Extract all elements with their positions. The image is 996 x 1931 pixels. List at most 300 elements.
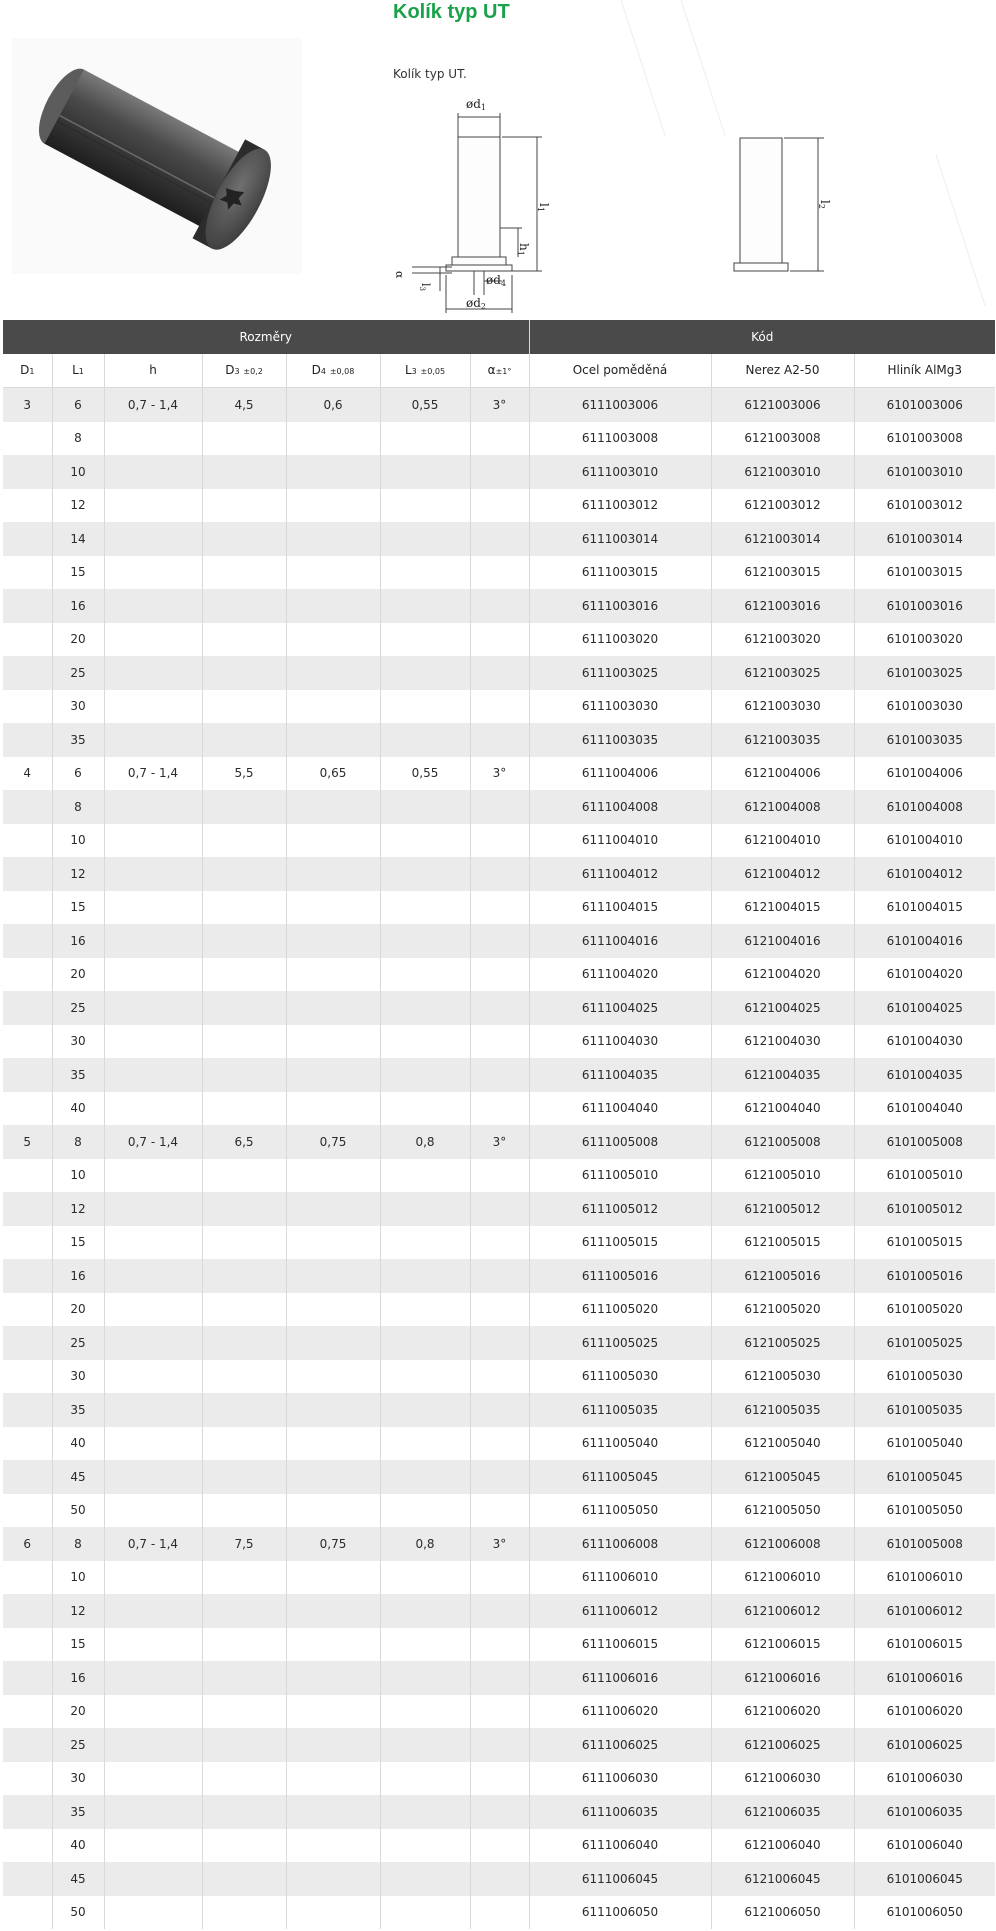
cell-stainless-code: 6121005045	[711, 1460, 854, 1494]
cell-steel-code: 6111004012	[529, 857, 711, 891]
cell-l1: 10	[52, 1561, 104, 1595]
cell-h	[104, 623, 202, 657]
cell-d4: 0,65	[286, 757, 380, 791]
cell-h: 0,7 - 1,4	[104, 757, 202, 791]
col-header-aluminium: Hliník AlMg3	[854, 354, 995, 388]
cell-l3: 0,55	[380, 388, 470, 422]
cell-aluminium-code: 6101005045	[854, 1460, 995, 1494]
cell-l3	[380, 1795, 470, 1829]
cell-h	[104, 589, 202, 623]
cell-aluminium-code: 6101003035	[854, 723, 995, 757]
cell-stainless-code: 6121006012	[711, 1594, 854, 1628]
cell-l1: 25	[52, 1728, 104, 1762]
cell-h	[104, 1829, 202, 1863]
cell-l1: 30	[52, 1762, 104, 1796]
cell-d1	[3, 1728, 52, 1762]
cell-d4	[286, 1829, 380, 1863]
table-row	[3, 991, 995, 1025]
cell-aluminium-code: 6101006015	[854, 1628, 995, 1662]
cell-d3	[202, 1159, 286, 1193]
table-row	[3, 1594, 995, 1628]
cell-l3: 0,8	[380, 1527, 470, 1561]
cell-d4	[286, 1862, 380, 1896]
label-l2: l2	[817, 200, 832, 209]
cell-aluminium-code: 6101006040	[854, 1829, 995, 1863]
cell-d1	[3, 656, 52, 690]
cell-alpha	[470, 1360, 529, 1394]
cell-h	[104, 1025, 202, 1059]
cell-aluminium-code: 6101004016	[854, 924, 995, 958]
cell-d3	[202, 1226, 286, 1260]
table-row	[3, 556, 995, 590]
cell-d4	[286, 422, 380, 456]
cell-d4	[286, 1192, 380, 1226]
technical-drawing-pin-dimensions	[392, 95, 562, 320]
cell-l1: 12	[52, 1594, 104, 1628]
cell-aluminium-code: 6101005040	[854, 1427, 995, 1461]
cell-alpha	[470, 589, 529, 623]
cell-l3	[380, 1360, 470, 1394]
cell-h	[104, 1695, 202, 1729]
table-row	[3, 1427, 995, 1461]
cell-h	[104, 1058, 202, 1092]
label-d1: ød1	[466, 97, 486, 112]
cell-d1: 4	[3, 757, 52, 791]
table-row	[3, 1829, 995, 1863]
cell-alpha	[470, 1594, 529, 1628]
table-row	[3, 690, 995, 724]
cell-d3	[202, 1427, 286, 1461]
technical-drawing-pin-length	[720, 128, 840, 278]
cell-alpha	[470, 556, 529, 590]
cell-stainless-code: 6121003020	[711, 623, 854, 657]
cell-d4	[286, 1628, 380, 1662]
cell-l3	[380, 1427, 470, 1461]
cell-l1: 8	[52, 422, 104, 456]
cell-h	[104, 1494, 202, 1528]
cell-d1	[3, 1226, 52, 1260]
cell-d4	[286, 1460, 380, 1494]
cell-h	[104, 1862, 202, 1896]
cell-d3	[202, 1058, 286, 1092]
cell-steel-code: 6111003020	[529, 623, 711, 657]
table-row	[3, 1326, 995, 1360]
cell-steel-code: 6111005030	[529, 1360, 711, 1394]
cell-d1	[3, 1427, 52, 1461]
cell-d1	[3, 1896, 52, 1930]
cell-alpha	[470, 1896, 529, 1930]
cell-alpha	[470, 1762, 529, 1796]
cell-d3	[202, 522, 286, 556]
cell-aluminium-code: 6101004030	[854, 1025, 995, 1059]
cell-alpha	[470, 1561, 529, 1595]
cell-steel-code: 6111004016	[529, 924, 711, 958]
cell-d4	[286, 522, 380, 556]
cell-d4	[286, 1594, 380, 1628]
cell-l3	[380, 1661, 470, 1695]
cell-steel-code: 6111004035	[529, 1058, 711, 1092]
cell-d1	[3, 1393, 52, 1427]
table-row	[3, 1159, 995, 1193]
cell-l3	[380, 1326, 470, 1360]
cell-h	[104, 1728, 202, 1762]
cell-d4: 0,75	[286, 1125, 380, 1159]
cell-aluminium-code: 6101003016	[854, 589, 995, 623]
cell-alpha	[470, 1092, 529, 1126]
cell-aluminium-code: 6101005008	[854, 1527, 995, 1561]
cell-alpha	[470, 1695, 529, 1729]
cell-h	[104, 723, 202, 757]
cell-d3	[202, 1561, 286, 1595]
cell-stainless-code: 6121004035	[711, 1058, 854, 1092]
cell-stainless-code: 6121006030	[711, 1762, 854, 1796]
cell-d4	[286, 690, 380, 724]
col-header-h: h	[104, 354, 202, 388]
cell-alpha	[470, 690, 529, 724]
col-header-alpha: α±1°	[470, 354, 529, 388]
cell-l1: 35	[52, 1393, 104, 1427]
cell-d4	[286, 656, 380, 690]
cell-stainless-code: 6121005040	[711, 1427, 854, 1461]
cell-d3	[202, 1628, 286, 1662]
cell-stainless-code: 6121004025	[711, 991, 854, 1025]
cell-h	[104, 1259, 202, 1293]
cell-h	[104, 1360, 202, 1394]
cell-l3	[380, 489, 470, 523]
cell-d3: 6,5	[202, 1125, 286, 1159]
cell-aluminium-code: 6101004035	[854, 1058, 995, 1092]
cell-stainless-code: 6121005016	[711, 1259, 854, 1293]
cell-d3	[202, 1594, 286, 1628]
cell-alpha	[470, 723, 529, 757]
cell-l1: 16	[52, 1259, 104, 1293]
cell-l1: 12	[52, 489, 104, 523]
cell-steel-code: 6111006040	[529, 1829, 711, 1863]
cell-l3	[380, 790, 470, 824]
cell-stainless-code: 6121005010	[711, 1159, 854, 1193]
cell-d4	[286, 1393, 380, 1427]
cell-h	[104, 1192, 202, 1226]
cell-aluminium-code: 6101004006	[854, 757, 995, 791]
cell-d3	[202, 991, 286, 1025]
cell-d4	[286, 1293, 380, 1327]
cell-alpha	[470, 1025, 529, 1059]
cell-alpha: 3°	[470, 757, 529, 791]
cell-stainless-code: 6121003015	[711, 556, 854, 590]
cell-l3	[380, 522, 470, 556]
cell-d3	[202, 1092, 286, 1126]
cell-d3	[202, 1192, 286, 1226]
table-row	[3, 1561, 995, 1595]
cell-d1	[3, 455, 52, 489]
cell-steel-code: 6111005010	[529, 1159, 711, 1193]
cell-steel-code: 6111006030	[529, 1762, 711, 1796]
cell-aluminium-code: 6101005020	[854, 1293, 995, 1327]
cell-d1	[3, 1192, 52, 1226]
cell-d1	[3, 824, 52, 858]
cell-d4	[286, 958, 380, 992]
cell-d1	[3, 790, 52, 824]
cell-steel-code: 6111005012	[529, 1192, 711, 1226]
cell-l3	[380, 1561, 470, 1595]
cell-d3	[202, 455, 286, 489]
cell-d4	[286, 1795, 380, 1829]
cell-d3	[202, 1025, 286, 1059]
background-decoration	[675, 0, 725, 136]
cell-d4	[286, 1494, 380, 1528]
cell-aluminium-code: 6101004008	[854, 790, 995, 824]
table-row	[3, 1192, 995, 1226]
cell-l1: 10	[52, 824, 104, 858]
cell-d4	[286, 623, 380, 657]
cell-l3	[380, 422, 470, 456]
cell-alpha	[470, 1427, 529, 1461]
cell-alpha	[470, 1226, 529, 1260]
cell-h	[104, 857, 202, 891]
cell-d3	[202, 1728, 286, 1762]
cell-d4	[286, 1427, 380, 1461]
cell-d4	[286, 1226, 380, 1260]
cell-h	[104, 1092, 202, 1126]
cell-stainless-code: 6121006050	[711, 1896, 854, 1930]
cell-stainless-code: 6121006016	[711, 1661, 854, 1695]
cell-aluminium-code: 6101005016	[854, 1259, 995, 1293]
cell-l1: 30	[52, 690, 104, 724]
cell-d1	[3, 1695, 52, 1729]
cell-d3	[202, 1494, 286, 1528]
cell-steel-code: 6111004008	[529, 790, 711, 824]
cell-h	[104, 522, 202, 556]
cell-stainless-code: 6121003030	[711, 690, 854, 724]
table-row	[3, 1058, 995, 1092]
cell-stainless-code: 6121005025	[711, 1326, 854, 1360]
cell-alpha	[470, 991, 529, 1025]
cell-l3	[380, 723, 470, 757]
page-title: Kolík typ UT	[393, 1, 510, 23]
cell-aluminium-code: 6101006030	[854, 1762, 995, 1796]
cell-d3	[202, 790, 286, 824]
table-row	[3, 857, 995, 891]
table-row	[3, 891, 995, 925]
cell-d3	[202, 1259, 286, 1293]
table-row	[3, 522, 995, 556]
cell-aluminium-code: 6101003025	[854, 656, 995, 690]
col-header-l3: L3 ±0,05	[380, 354, 470, 388]
cell-stainless-code: 6121005008	[711, 1125, 854, 1159]
table-row	[3, 1226, 995, 1260]
cell-h: 0,7 - 1,4	[104, 1125, 202, 1159]
cell-l1: 50	[52, 1896, 104, 1930]
cell-h	[104, 1393, 202, 1427]
cell-stainless-code: 6121003035	[711, 723, 854, 757]
cell-alpha	[470, 1192, 529, 1226]
product-image	[12, 38, 302, 274]
cell-l1: 20	[52, 1293, 104, 1327]
cell-d3	[202, 958, 286, 992]
cell-aluminium-code: 6101004020	[854, 958, 995, 992]
cell-l3	[380, 924, 470, 958]
cell-d4	[286, 556, 380, 590]
cell-l1: 25	[52, 991, 104, 1025]
cell-aluminium-code: 6101005010	[854, 1159, 995, 1193]
cell-alpha	[470, 958, 529, 992]
cell-l3	[380, 1728, 470, 1762]
cell-steel-code: 6111005015	[529, 1226, 711, 1260]
cell-stainless-code: 6121003012	[711, 489, 854, 523]
table-row	[3, 1628, 995, 1662]
cell-alpha: 3°	[470, 388, 529, 422]
table-row	[3, 1494, 995, 1528]
cell-d1: 6	[3, 1527, 52, 1561]
col-header-d3: D3 ±0,2	[202, 354, 286, 388]
col-header-d1: D1	[3, 354, 52, 388]
cell-l1: 6	[52, 757, 104, 791]
cell-h	[104, 1226, 202, 1260]
cell-d3	[202, 924, 286, 958]
cell-stainless-code: 6121005050	[711, 1494, 854, 1528]
cell-d1	[3, 522, 52, 556]
cell-aluminium-code: 6101004025	[854, 991, 995, 1025]
cell-d4: 0,6	[286, 388, 380, 422]
cell-stainless-code: 6121004040	[711, 1092, 854, 1126]
cell-alpha	[470, 1058, 529, 1092]
cell-h	[104, 1762, 202, 1796]
cell-aluminium-code: 6101003030	[854, 690, 995, 724]
cell-stainless-code: 6121005012	[711, 1192, 854, 1226]
cell-d3	[202, 690, 286, 724]
cell-stainless-code: 6121003016	[711, 589, 854, 623]
cell-steel-code: 6111003016	[529, 589, 711, 623]
cell-d3	[202, 1896, 286, 1930]
cell-l3	[380, 1494, 470, 1528]
cell-alpha: 3°	[470, 1125, 529, 1159]
cell-l1: 8	[52, 790, 104, 824]
cell-stainless-code: 6121006040	[711, 1829, 854, 1863]
cell-l1: 10	[52, 455, 104, 489]
cell-aluminium-code: 6101005012	[854, 1192, 995, 1226]
cell-l1: 40	[52, 1829, 104, 1863]
cell-d4	[286, 1326, 380, 1360]
table-body	[3, 388, 995, 1930]
table-row	[3, 1393, 995, 1427]
cell-d1	[3, 1092, 52, 1126]
cell-aluminium-code: 6101005050	[854, 1494, 995, 1528]
cell-alpha	[470, 1159, 529, 1193]
cell-stainless-code: 6121006020	[711, 1695, 854, 1729]
group-header-dimensions: Rozměry	[3, 320, 529, 354]
cell-d4	[286, 455, 380, 489]
cell-steel-code: 6111003012	[529, 489, 711, 523]
cell-steel-code: 6111004015	[529, 891, 711, 925]
col-header-l1: L1	[52, 354, 104, 388]
cell-d1	[3, 991, 52, 1025]
cell-alpha	[470, 623, 529, 657]
label-l1: l1	[536, 203, 551, 212]
cell-l1: 45	[52, 1862, 104, 1896]
cell-h	[104, 556, 202, 590]
table-row	[3, 489, 995, 523]
cell-l1: 30	[52, 1025, 104, 1059]
cell-d1	[3, 1795, 52, 1829]
cell-d3	[202, 623, 286, 657]
cell-alpha	[470, 1494, 529, 1528]
cell-d4	[286, 891, 380, 925]
cell-stainless-code: 6121003006	[711, 388, 854, 422]
cell-l3	[380, 1159, 470, 1193]
cell-d4	[286, 1762, 380, 1796]
cell-h: 0,7 - 1,4	[104, 388, 202, 422]
cell-aluminium-code: 6101006012	[854, 1594, 995, 1628]
cell-stainless-code: 6121003008	[711, 422, 854, 456]
cell-stainless-code: 6121003010	[711, 455, 854, 489]
cell-aluminium-code: 6101003015	[854, 556, 995, 590]
cell-d4	[286, 1695, 380, 1729]
cell-d3	[202, 1360, 286, 1394]
cell-l3: 0,8	[380, 1125, 470, 1159]
cell-steel-code: 6111006025	[529, 1728, 711, 1762]
cell-l3	[380, 1058, 470, 1092]
cell-l3	[380, 958, 470, 992]
cell-aluminium-code: 6101003010	[854, 455, 995, 489]
cell-stainless-code: 6121005030	[711, 1360, 854, 1394]
cell-steel-code: 6111005045	[529, 1460, 711, 1494]
cell-aluminium-code: 6101003014	[854, 522, 995, 556]
cell-h	[104, 1795, 202, 1829]
cell-steel-code: 6111003025	[529, 656, 711, 690]
cell-d1	[3, 1326, 52, 1360]
cell-d3: 7,5	[202, 1527, 286, 1561]
cell-l1: 20	[52, 1695, 104, 1729]
cell-d1	[3, 556, 52, 590]
cell-stainless-code: 6121006015	[711, 1628, 854, 1662]
cell-d3: 4,5	[202, 388, 286, 422]
cell-l3	[380, 455, 470, 489]
cell-h	[104, 1460, 202, 1494]
label-d2: ød2	[466, 296, 486, 311]
cell-alpha	[470, 1661, 529, 1695]
cell-l3	[380, 1896, 470, 1930]
cell-d3	[202, 1795, 286, 1829]
cell-l1: 16	[52, 1661, 104, 1695]
cell-stainless-code: 6121006045	[711, 1862, 854, 1896]
cell-aluminium-code: 6101005025	[854, 1326, 995, 1360]
cell-h	[104, 422, 202, 456]
table-row	[3, 1025, 995, 1059]
cell-d3	[202, 1862, 286, 1896]
cell-l3	[380, 1092, 470, 1126]
table-row	[3, 1728, 995, 1762]
cell-h	[104, 656, 202, 690]
cell-d4	[286, 1159, 380, 1193]
cell-stainless-code: 6121004010	[711, 824, 854, 858]
table-row	[3, 723, 995, 757]
cell-steel-code: 6111005035	[529, 1393, 711, 1427]
cell-d4	[286, 1025, 380, 1059]
table-row	[3, 1092, 995, 1126]
cell-steel-code: 6111005020	[529, 1293, 711, 1327]
background-decoration	[615, 0, 665, 136]
cell-h	[104, 958, 202, 992]
table-row	[3, 1460, 995, 1494]
label-d4: ød4	[486, 273, 506, 288]
cell-d3	[202, 891, 286, 925]
cell-l1: 16	[52, 924, 104, 958]
table-row	[3, 1896, 995, 1930]
cell-h	[104, 824, 202, 858]
cell-aluminium-code: 6101006035	[854, 1795, 995, 1829]
cell-aluminium-code: 6101006050	[854, 1896, 995, 1930]
cell-aluminium-code: 6101006016	[854, 1661, 995, 1695]
